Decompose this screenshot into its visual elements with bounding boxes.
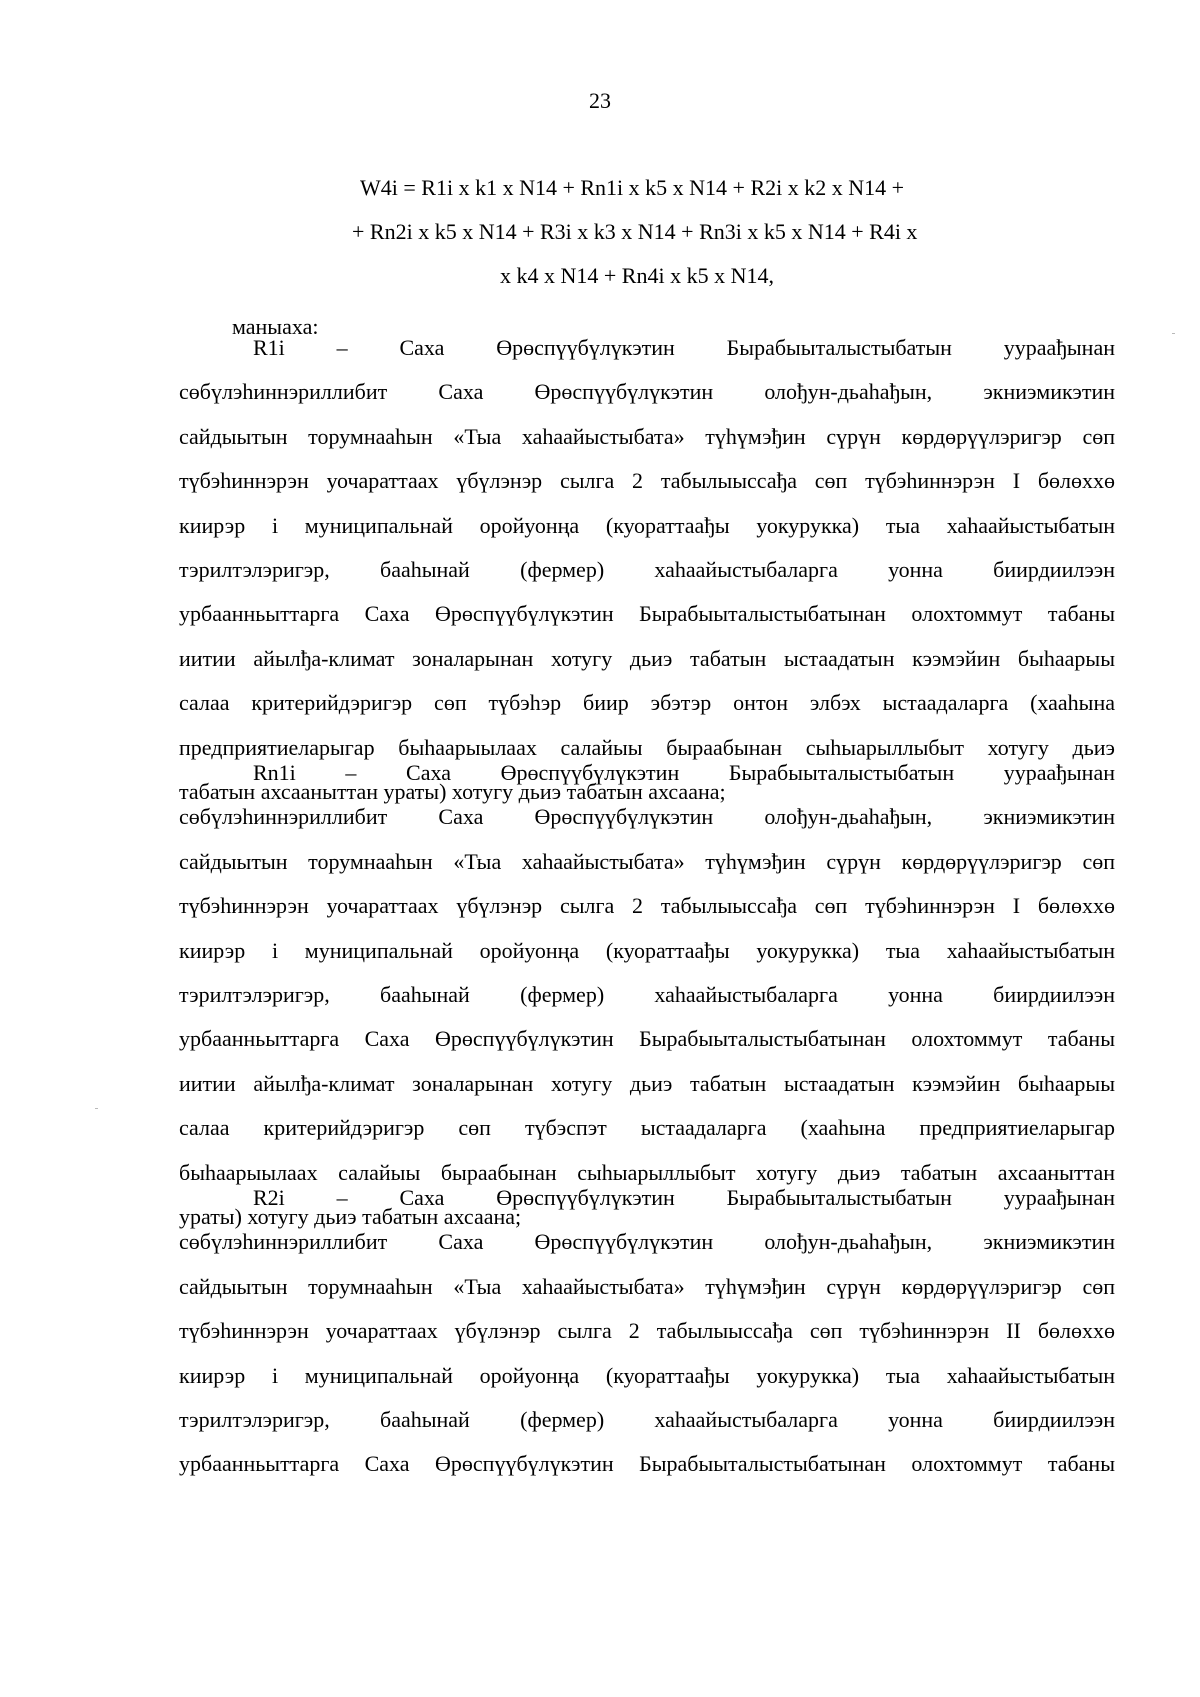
- text-line: түбэһиннэрэн уочараттаах үбүлэнэр сылга 2 табылыыссађа сөп түбэһиннэрэн I бөлөххө: [179, 893, 1115, 919]
- text-line: R1i – Саха Өрөспүүбүлүкэтин Бырабыыталыстыбатын уураађынан: [253, 335, 1115, 360]
- definition-r2i: [179, 1176, 1115, 1487]
- text-line: урбаанньыттарга Саха Өрөспүүбүлүкэтин Бырабыыталыстыбатынан олохтоммут табаны: [179, 601, 1115, 627]
- text-line: урбаанньыттарга Саха Өрөспүүбүлүкэтин Бырабыыталыстыбатынан олохтоммут табаны: [179, 1026, 1115, 1052]
- scan-speck: [95, 1108, 98, 1109]
- scan-speck: [1172, 333, 1175, 334]
- formula-line-2: + Rn2i x k5 x N14 + R3i x k3 x N14 + Rn3i x k5 x N14 + R4i x: [352, 219, 918, 244]
- text-line: түбэһиннэрэн уочараттаах үбүлэнэр сылга 2 табылыыссађа сөп түбэһиннэрэн II бөлөххө: [179, 1318, 1115, 1344]
- text-line: тэрилтэлэригэр, бааһынай (фермер) хаһаайыстыбаларга уонна биирдиилээн: [179, 1406, 1115, 1432]
- text-line: иитии айылђа-климат зоналарынан хотугу дьиэ табатын ыстаадатын кээмэйин быһаарыы: [179, 645, 1115, 671]
- definition-r1i: [179, 326, 1115, 814]
- page-number: 23: [589, 88, 611, 113]
- text-line: салаа критерийдэригэр сөп түбэспэт ыстаадаларга (хааһына предприятиеларыгар: [179, 1115, 1115, 1141]
- text-line: быһаарыылаах салайыы быраабынан сыһыарыллыбыт хотугу дьиэ табатын ахсааныттан: [179, 1159, 1115, 1185]
- text-line: сөбүлэһиннэриллибит Саха Өрөспүүбүлүкэтин олођун-дьаһађын, экниэмикэтин: [179, 1229, 1115, 1255]
- intro-label: маныаха:: [232, 314, 319, 339]
- text-line: урбаанньыттарга Саха Өрөспүүбүлүкэтин Бырабыыталыстыбатынан олохтоммут табаны: [179, 1451, 1115, 1477]
- text-line: киирэр і муниципальнай оройуонңа (куораттаађы уокурукка) тыа хаһаайыстыбатын: [179, 512, 1115, 538]
- text-line: киирэр і муниципальнай оройуонңа (куораттаађы уокурукка) тыа хаһаайыстыбатын: [179, 1362, 1115, 1388]
- text-line: киирэр і муниципальнай оройуонңа (куораттаађы уокурукка) тыа хаһаайыстыбатын: [179, 937, 1115, 963]
- text-line: R2i – Саха Өрөспүүбүлүкэтин Бырабыыталыстыбатын уураађынан: [253, 1185, 1115, 1210]
- formula-line-3: x k4 x N14 + Rn4i x k5 x N14,: [500, 263, 774, 288]
- text-line: сайдыытын торумнааһын «Тыа хаһаайыстыбата» түһүмэђин сүрүн көрдөрүүлэригэр сөп: [179, 423, 1115, 449]
- definition-rn1i: [179, 751, 1115, 1239]
- text-line: табатын ахсааныттан ураты) хотугу дьиэ табатын ахсаана;: [179, 778, 726, 804]
- text-line: сайдыытын торумнааһын «Тыа хаһаайыстыбата» түһүмэђин сүрүн көрдөрүүлэригэр сөп: [179, 1273, 1115, 1299]
- text-line: предприятиеларыгар быһаарыылаах салайыы быраабынан сыһыарыллыбыт хотугу дьиэ: [179, 734, 1115, 760]
- formula-line-1: W4i = R1i x k1 x N14 + Rn1i x k5 x N14 + R2i x k2 x N14 +: [360, 175, 905, 200]
- text-line: түбэһиннэрэн уочараттаах үбүлэнэр сылга 2 табылыыссађа сөп түбэһиннэрэн I бөлөххө: [179, 468, 1115, 494]
- text-line: тэрилтэлэригэр, бааһынай (фермер) хаһаайыстыбаларга уонна биирдиилээн: [179, 981, 1115, 1007]
- text-line: салаа критерийдэригэр сөп түбэһэр биир эбэтэр онтон элбэх ыстаадаларга (хааһына: [179, 690, 1115, 716]
- text-line: иитии айылђа-климат зоналарынан хотугу дьиэ табатын ыстаадатын кээмэйин быһаарыы: [179, 1070, 1115, 1096]
- text-line: сөбүлэһиннэриллибит Саха Өрөспүүбүлүкэтин олођун-дьаһађын, экниэмикэтин: [179, 379, 1115, 405]
- text-line: Rn1i – Саха Өрөспүүбүлүкэтин Бырабыыталыстыбатын уураађынан: [253, 760, 1115, 785]
- text-line: ураты) хотугу дьиэ табатын ахсаана;: [179, 1203, 522, 1229]
- text-line: тэрилтэлэригэр, бааһынай (фермер) хаһаайыстыбаларга уонна биирдиилээн: [179, 556, 1115, 582]
- text-line: сайдыытын торумнааһын «Тыа хаһаайыстыбата» түһүмэђин сүрүн көрдөрүүлэригэр сөп: [179, 848, 1115, 874]
- text-line: сөбүлэһиннэриллибит Саха Өрөспүүбүлүкэтин олођун-дьаһађын, экниэмикэтин: [179, 804, 1115, 830]
